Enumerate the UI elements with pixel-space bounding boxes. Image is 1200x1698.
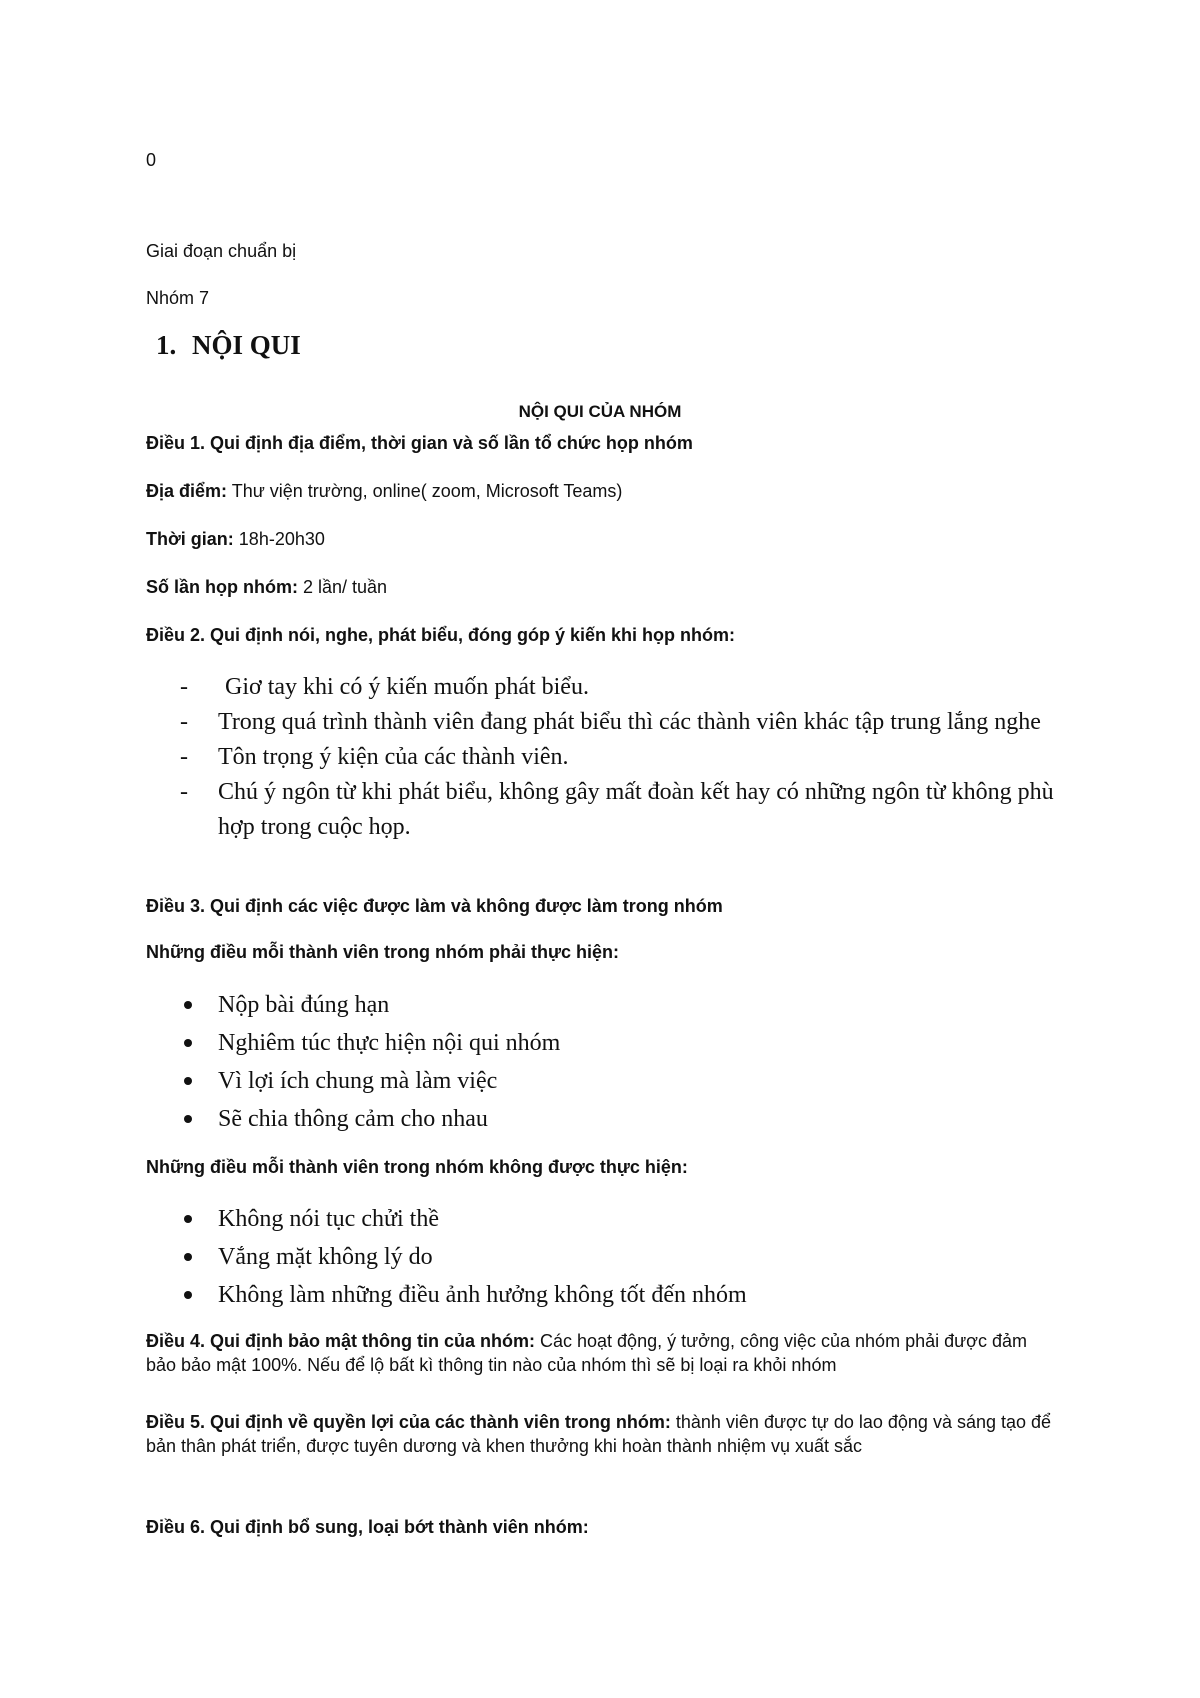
list-item: Nộp bài đúng hạn	[180, 986, 560, 1024]
section-heading	[156, 330, 301, 361]
list-item: Vì lợi ích chung mà làm việc	[180, 1062, 560, 1100]
list-item: - Chú ý ngôn từ khi phát biểu, không gây mất đoàn kết hay có những ngôn từ không phù hợp trong cuộc họp.	[180, 779, 1054, 840]
group-label: Nhóm 7	[146, 288, 210, 308]
document-title: NỘI QUI CỦA NHÓM	[518, 402, 682, 421]
list-item: Không nói tục chửi thề	[180, 1200, 747, 1238]
count-value: 2 lần/ tuần	[297, 577, 388, 597]
article-1-location	[146, 481, 622, 502]
page-number: 0	[146, 150, 157, 170]
list-item: - Trong quá trình thành viên đang phát biểu thì các thành viên khác tập trung lắng nghe	[180, 709, 1041, 735]
article-3-heading: Điều 3. Qui định các việc được làm và không được làm trong nhóm	[146, 896, 723, 916]
article-1-time	[146, 529, 325, 550]
must-do-heading: Những điều mỗi thành viên trong nhóm phải thực hiện:	[146, 942, 620, 962]
list-item: - Tôn trọng ý kiện của các thành viên.	[180, 744, 569, 770]
article-2-heading: Điều 2. Qui định nói, nghe, phát biểu, đóng góp ý kiến khi họp nhóm:	[146, 625, 735, 645]
list-item: Nghiêm túc thực hiện nội qui nhóm	[180, 1024, 560, 1062]
stage-label: Giai đoạn chuẩn bị	[146, 241, 297, 261]
article-2-list	[180, 670, 1080, 845]
count-label: Số lần họp nhóm:	[146, 577, 298, 597]
article-4	[146, 1329, 1046, 1377]
article-5-text: thành viên được tự do lao động và sáng tạo để bản thân phát triển, được tuyên dương và khen thưởng khi hoàn thành nhiệm vụ xuất sắc	[146, 1412, 1052, 1456]
must-do-list	[180, 986, 560, 1138]
article-4-label: Điều 4. Qui định bảo mật thông tin của nhóm:	[146, 1331, 535, 1351]
must-not-do-heading: Những điều mỗi thành viên trong nhóm không được thực hiện:	[146, 1157, 688, 1177]
article-1-heading: Điều 1. Qui định địa điểm, thời gian và số lần tổ chức họp nhóm	[146, 433, 693, 453]
list-item: Vắng mặt không lý do	[180, 1238, 747, 1276]
list-item: Sẽ chia thông cảm cho nhau	[180, 1100, 560, 1138]
time-label: Thời gian:	[146, 529, 234, 549]
location-value: Thư viện trường, online( zoom, Microsoft Teams)	[227, 481, 623, 501]
article-1-count	[146, 577, 387, 598]
section-title: NỘI QUI	[192, 330, 301, 360]
list-item: - Giơ tay khi có ý kiến muốn phát biểu.	[180, 674, 589, 700]
list-item: Không làm những điều ảnh hưởng không tốt đến nhóm	[180, 1276, 747, 1314]
must-not-do-list	[180, 1200, 747, 1314]
article-5-label: Điều 5. Qui định về quyền lợi của các thành viên trong nhóm:	[146, 1412, 671, 1432]
article-6-heading: Điều 6. Qui định bổ sung, loại bớt thành viên nhóm:	[146, 1517, 589, 1537]
article-5	[146, 1410, 1056, 1458]
article-4-text: Các hoạt động, ý tưởng, công việc của nhóm phải được đảm bảo bảo mật 100%. Nếu để lộ bất kì thông tin nào của nhóm thì sẽ bị loại ra khỏi nhóm	[146, 1331, 1027, 1375]
location-label: Địa điểm:	[146, 481, 228, 501]
time-value: 18h-20h30	[233, 529, 325, 549]
section-number: 1.	[156, 330, 177, 360]
